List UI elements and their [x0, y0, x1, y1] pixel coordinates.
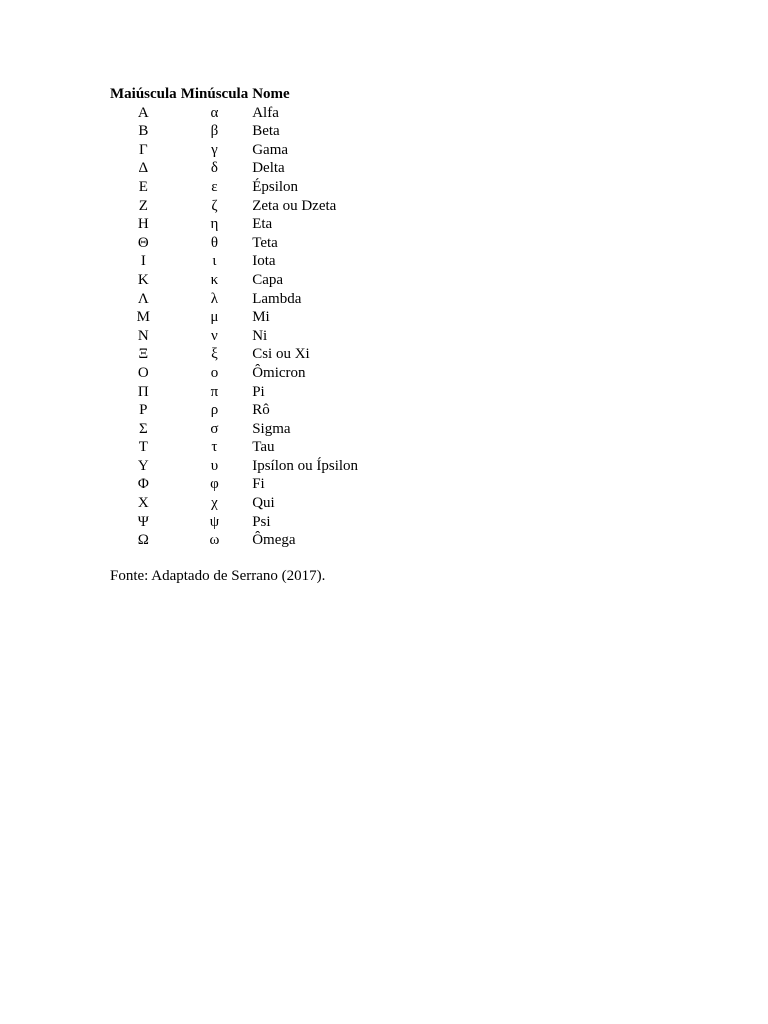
letter-name: Iota	[252, 253, 276, 270]
letter-name: Mi	[252, 309, 270, 326]
lowercase-letter: κ	[210, 271, 219, 288]
greek-alphabet-table	[108, 85, 360, 550]
uppercase-letter: Ο	[137, 364, 149, 381]
uppercase-letter: Χ	[137, 495, 149, 512]
lowercase-letter: ι	[212, 253, 217, 270]
table-row	[108, 327, 360, 346]
letter-name: Eta	[252, 216, 273, 233]
table-row	[108, 215, 360, 234]
table-row	[108, 104, 360, 123]
table-row	[108, 178, 360, 197]
lowercase-letter: σ	[210, 420, 219, 437]
table-row	[108, 494, 360, 513]
letter-name: Gama	[252, 141, 289, 158]
lowercase-letter: γ	[211, 141, 218, 158]
uppercase-letter: Ξ	[138, 346, 149, 363]
lowercase-letter: χ	[211, 495, 218, 512]
uppercase-letter: Δ	[138, 160, 149, 177]
uppercase-letter: Λ	[137, 290, 149, 307]
table-row	[108, 420, 360, 439]
lowercase-letter: η	[210, 216, 219, 233]
table-row	[108, 345, 360, 364]
uppercase-letter: Α	[137, 104, 149, 121]
letter-name: Lambda	[252, 290, 302, 307]
letter-name: Qui	[252, 495, 275, 512]
letter-name: Épsilon	[252, 178, 299, 195]
letter-name: Fi	[252, 476, 265, 493]
letter-name: Ipsílon ou Ípsilon	[252, 457, 359, 474]
letter-name: Ômega	[252, 532, 296, 549]
letter-name: Tau	[252, 439, 275, 456]
uppercase-letter: Γ	[139, 141, 148, 158]
table-row	[108, 438, 360, 457]
uppercase-letter: Σ	[138, 420, 148, 437]
lowercase-letter: ρ	[210, 402, 219, 419]
uppercase-letter: Ν	[137, 327, 149, 344]
letter-name: Teta	[252, 234, 278, 251]
table-row	[108, 531, 360, 550]
lowercase-letter: υ	[210, 457, 219, 474]
table-row	[108, 383, 360, 402]
uppercase-letter: Ψ	[137, 513, 149, 530]
letter-name: Alfa	[252, 104, 279, 121]
letter-name: Rô	[252, 402, 270, 419]
lowercase-letter: ο	[210, 364, 219, 381]
uppercase-letter: Η	[137, 216, 149, 233]
lowercase-letter: ζ	[211, 197, 218, 214]
letter-name: Psi	[252, 513, 271, 530]
table-row	[108, 159, 360, 178]
table-row	[108, 122, 360, 141]
letter-name: Delta	[252, 160, 285, 177]
lowercase-letter: ξ	[211, 346, 218, 363]
uppercase-letter: Π	[137, 383, 149, 400]
table-row	[108, 475, 360, 494]
letter-name: Capa	[252, 271, 284, 288]
table-row	[108, 290, 360, 309]
uppercase-letter: Ρ	[139, 402, 148, 419]
table-row	[108, 364, 360, 383]
lowercase-letter: ε	[211, 178, 218, 195]
lowercase-letter: ψ	[209, 513, 220, 530]
lowercase-letter: φ	[210, 476, 219, 493]
header-name: Nome	[252, 86, 290, 102]
letter-name: Pi	[252, 383, 265, 400]
lowercase-letter: ν	[211, 327, 218, 344]
lowercase-letter: τ	[211, 439, 218, 456]
lowercase-letter: α	[210, 104, 219, 121]
uppercase-letter: Τ	[138, 439, 148, 456]
letter-name: Sigma	[252, 420, 291, 437]
table-row	[108, 252, 360, 271]
table-header-row	[108, 85, 360, 104]
uppercase-letter: Ω	[137, 532, 149, 549]
table-row	[108, 141, 360, 160]
uppercase-letter: Φ	[137, 476, 149, 493]
lowercase-letter: π	[210, 383, 219, 400]
uppercase-letter: Ζ	[138, 197, 148, 214]
uppercase-letter: Μ	[136, 309, 151, 326]
letter-name: Beta	[252, 123, 280, 140]
table-row	[108, 271, 360, 290]
uppercase-letter: Κ	[137, 271, 149, 288]
letter-name: Ni	[252, 327, 268, 344]
table-row	[108, 234, 360, 253]
table-row	[108, 308, 360, 327]
letter-name: Ômicron	[252, 364, 306, 381]
lowercase-letter: β	[210, 123, 219, 140]
lowercase-letter: ω	[209, 532, 220, 549]
letter-name: Zeta ou Dzeta	[252, 197, 337, 214]
uppercase-letter: Θ	[137, 234, 149, 251]
lowercase-letter: λ	[210, 290, 219, 307]
uppercase-letter: Ε	[138, 178, 148, 195]
table-row	[108, 457, 360, 476]
uppercase-letter: Ι	[140, 253, 146, 270]
lowercase-letter: μ	[210, 309, 219, 326]
table-row	[108, 197, 360, 216]
source-caption: Fonte: Adaptado de Serrano (2017).	[110, 568, 326, 584]
lowercase-letter: θ	[210, 234, 219, 251]
lowercase-letter: δ	[210, 160, 218, 177]
letter-name: Csi ou Xi	[252, 346, 310, 363]
uppercase-letter: Β	[138, 123, 149, 140]
table-body	[108, 104, 360, 550]
table-row	[108, 401, 360, 420]
header-uppercase: Maiúscula	[110, 86, 177, 102]
table-row	[108, 513, 360, 532]
header-lowercase: Minúscula	[180, 86, 249, 102]
uppercase-letter: Υ	[137, 457, 149, 474]
